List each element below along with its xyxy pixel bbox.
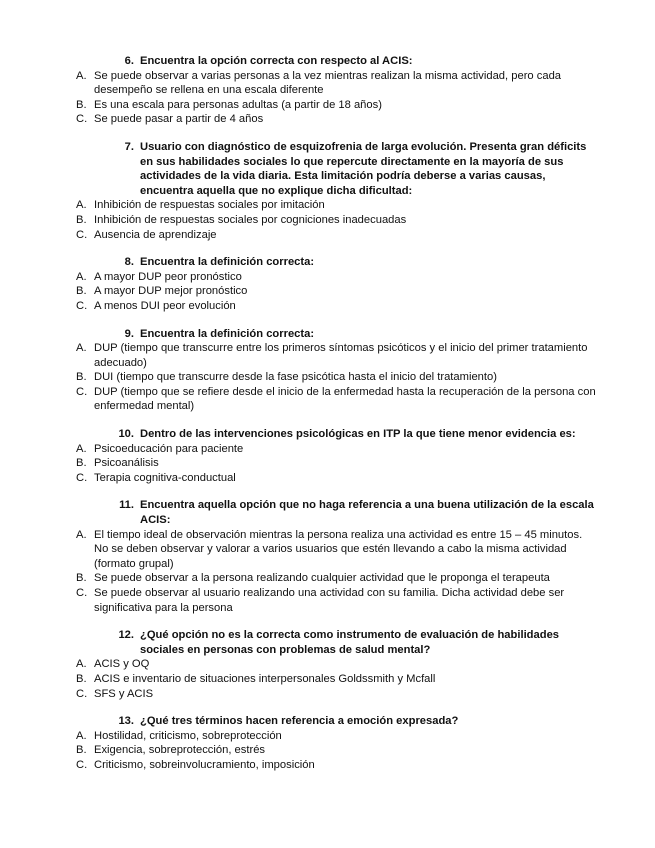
option-text: Hostilidad, criticismo, sobreprotección xyxy=(94,729,282,742)
option-text: El tiempo ideal de observación mientras la persona realiza una actividad es entre 15 – 45 minutos. No se deben observar y valorar a varios usuarios que estén llevando a cabo la misma actividad (formato grupal) xyxy=(94,528,583,570)
question-title xyxy=(78,327,598,342)
option-letter: B. xyxy=(76,744,87,757)
option-b xyxy=(78,284,598,299)
option-b xyxy=(78,213,598,228)
question-13 xyxy=(78,714,598,772)
question-number: 7. xyxy=(124,140,134,153)
option-text: Ausencia de aprendizaje xyxy=(94,228,217,241)
option-text: Psicoanálisis xyxy=(94,457,159,470)
option-text: ACIS y OQ xyxy=(94,658,150,671)
question-10 xyxy=(78,427,598,485)
option-letter: B. xyxy=(76,213,87,226)
option-c xyxy=(78,586,598,615)
question-number: 10. xyxy=(118,428,134,441)
question-title xyxy=(78,255,598,270)
option-letter: B. xyxy=(76,572,87,585)
option-letter: B. xyxy=(76,285,87,298)
option-text: Inhibición de respuestas sociales por imitación xyxy=(94,199,325,212)
option-text: SFS y ACIS xyxy=(94,687,154,700)
option-c xyxy=(78,471,598,486)
option-b xyxy=(78,672,598,687)
option-a xyxy=(78,69,598,98)
question-text: Dentro de las intervenciones psicológicas en ITP la que tiene menor evidencia es: xyxy=(140,428,576,441)
option-text: DUP (tiempo que transcurre entre los primeros síntomas psicóticos y el inicio del primer tratamiento adecuado) xyxy=(94,342,588,369)
option-text: A menos DUI peor evolución xyxy=(94,299,236,312)
option-text: Se puede pasar a partir de 4 años xyxy=(94,113,264,126)
question-text: Encuentra la opción correcta con respecto al ACIS: xyxy=(140,55,413,67)
option-b xyxy=(78,98,598,113)
option-letter: B. xyxy=(76,457,87,470)
option-text: Terapia cognitiva-conductual xyxy=(94,471,236,484)
option-text: Se puede observar a la persona realizando cualquier actividad que le proponga el terapeuta xyxy=(94,572,550,585)
option-text: Criticismo, sobreinvolucramiento, imposición xyxy=(94,758,315,771)
question-title xyxy=(78,498,598,527)
option-letter: A. xyxy=(76,528,87,541)
option-a xyxy=(78,270,598,285)
option-letter: A. xyxy=(76,442,87,455)
question-9 xyxy=(78,327,598,415)
option-text: DUP (tiempo que se refiere desde el inicio de la enfermedad hasta la recuperación de la persona con enfermedad mental) xyxy=(94,385,596,413)
option-letter: A. xyxy=(76,658,87,671)
option-a xyxy=(78,657,598,672)
option-c xyxy=(78,758,598,773)
option-letter: A. xyxy=(76,199,87,212)
option-letter: A. xyxy=(76,69,87,82)
option-text: Se puede observar a varias personas a la vez mientras realizan la misma actividad, pero cada desempeño se rellena en una escala diferente xyxy=(94,69,562,97)
option-letter: B. xyxy=(76,98,87,111)
question-12 xyxy=(78,628,598,701)
option-text: A mayor DUP peor pronóstico xyxy=(94,270,242,283)
question-number: 11. xyxy=(119,499,134,512)
option-text: Psicoeducación para paciente xyxy=(94,442,244,455)
option-letter: C. xyxy=(76,687,88,700)
option-letter: A. xyxy=(76,342,87,355)
option-letter: A. xyxy=(76,729,87,742)
question-11 xyxy=(78,498,598,615)
question-number: 8. xyxy=(124,256,134,269)
question-text: Encuentra la definición correcta: xyxy=(140,327,315,340)
question-number: 13. xyxy=(118,715,134,728)
question-text: Encuentra la definición correcta: xyxy=(140,256,315,269)
option-letter: A. xyxy=(76,270,87,283)
option-text: Se puede observar al usuario realizando una actividad con su familia. Dicha actividad debe ser significativa para la persona xyxy=(94,587,565,614)
question-7 xyxy=(78,140,598,242)
document-page xyxy=(78,54,598,786)
option-text: Inhibición de respuestas sociales por cogniciones inadecuadas xyxy=(94,213,407,226)
option-letter: C. xyxy=(76,385,88,398)
option-letter: C. xyxy=(76,758,88,771)
question-text: ¿Qué opción no es la correcta como instrumento de evaluación de habilidades sociales en personas con problemas de salud mental? xyxy=(140,629,560,656)
option-letter: C. xyxy=(76,471,88,484)
option-a xyxy=(78,341,598,370)
option-letter: C. xyxy=(76,228,88,241)
option-c xyxy=(78,687,598,702)
option-c xyxy=(78,299,598,314)
question-8 xyxy=(78,255,598,313)
option-text: ACIS e inventario de situaciones interpersonales Goldssmith y Mcfall xyxy=(94,672,436,685)
option-text: DUI (tiempo que transcurre desde la fase psicótica hasta el inicio del tratamiento) xyxy=(94,371,497,384)
question-number: 12. xyxy=(118,629,134,642)
question-title xyxy=(78,54,598,69)
option-c xyxy=(78,228,598,243)
option-a xyxy=(78,528,598,572)
question-title xyxy=(78,628,598,657)
option-b xyxy=(78,743,598,758)
option-letter: C. xyxy=(76,299,88,312)
question-title xyxy=(78,714,598,729)
question-title xyxy=(78,427,598,442)
option-a xyxy=(78,198,598,213)
option-a xyxy=(78,729,598,744)
option-c xyxy=(78,112,598,127)
option-letter: B. xyxy=(76,371,87,384)
option-text: A mayor DUP mejor pronóstico xyxy=(94,285,248,298)
question-number: 9. xyxy=(124,327,134,340)
question-text: Usuario con diagnóstico de esquizofrenia de larga evolución. Presenta gran déficits en sus habilidades sociales lo que repercute directamente en la mayoría de sus actividades de la vida diaria. Esta limitación podría deberse a varias causas, encuentra aquella que no explique dicha dificultad: xyxy=(140,140,587,197)
question-text: ¿Qué tres términos hacen referencia a emoción expresada? xyxy=(140,715,459,728)
question-title xyxy=(78,140,598,198)
question-number: 6. xyxy=(124,55,134,67)
option-text: Exigencia, sobreprotección, estrés xyxy=(94,744,266,757)
option-letter: B. xyxy=(76,672,87,685)
option-text: Es una escala para personas adultas (a partir de 18 años) xyxy=(94,98,382,111)
question-6 xyxy=(78,54,598,127)
option-b xyxy=(78,456,598,471)
option-c xyxy=(78,385,598,414)
option-b xyxy=(78,571,598,586)
option-a xyxy=(78,442,598,457)
question-text: Encuentra aquella opción que no haga referencia a una buena utilización de la escala ACIS: xyxy=(140,499,594,527)
option-letter: C. xyxy=(76,587,88,599)
option-b xyxy=(78,370,598,385)
option-letter: C. xyxy=(76,113,88,126)
